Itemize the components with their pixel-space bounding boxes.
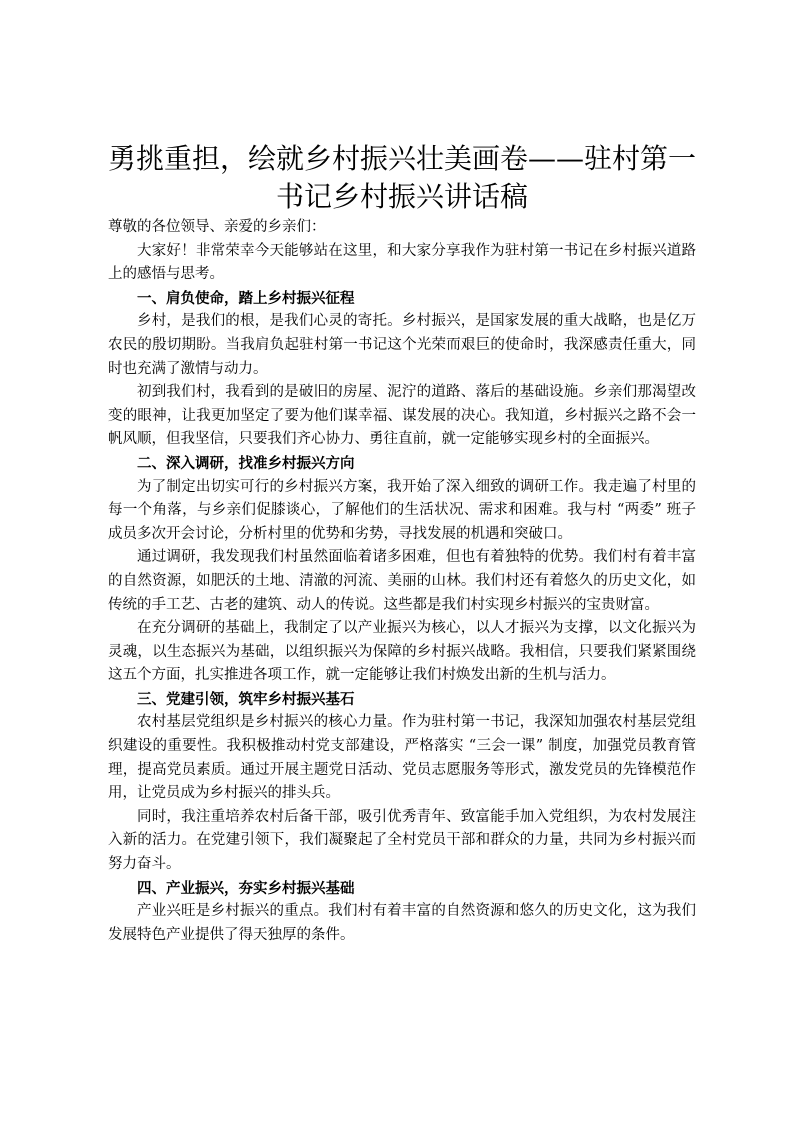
- section-heading-4: 四、产业振兴，夯实乡村振兴基础: [137, 879, 355, 897]
- paragraph: 农村基层党组织是乡村振兴的核心力量。作为驻村第一书记，我深知加强农村基层党组织建设的重要性。我积极推动村党支部建设，严格落实 “三会一课” 制度，加强党员教育管理，提高党员素质。通过开展主题党日活动、党员志愿服务等形式，激发党员的先锋模范作用，让党员成为乡村振兴的排头兵。: [108, 714, 696, 802]
- document-page: [108, 0, 696, 947]
- document-title: 勇挑重担，绘就乡村振兴壮美画卷——驻村第一书记乡村振兴讲话稿: [108, 142, 697, 213]
- paragraph: 乡村，是我们的根，是我们心灵的寄托。乡村振兴，是国家发展的重大战略，也是亿万农民的殷切期盼。当我肩负起驻村第一书记这个光荣而艰巨的使命时，我深感责任重大，同时也充满了激情与动力。: [108, 313, 696, 377]
- paragraph: 在充分调研的基础上，我制定了以产业振兴为核心，以人才振兴为支撑，以文化振兴为灵魂，以生态振兴为基础，以组织振兴为保障的乡村振兴战略。我相信，只要我们紧紧围绕这五个方面，扎实推进各项工作，就一定能够让我们村焕发出新的生机与活力。: [108, 620, 696, 684]
- document-body: [108, 216, 696, 947]
- section-heading-2: 二、深入调研，找准乡村振兴方向: [137, 454, 355, 472]
- paragraph: 同时，我注重培养农村后备干部，吸引优秀青年、致富能手加入党组织，为农村发展注入新的活力。在党建引领下，我们凝聚起了全村党员干部和群众的力量，共同为乡村振兴而努力奋斗。: [108, 808, 696, 873]
- section-heading-3: 三、党建引领，筑牢乡村振兴基石: [137, 690, 355, 708]
- salutation: 尊敬的各位领导、亲爱的乡亲们：: [108, 219, 326, 235]
- paragraph: 为了制定出切实可行的乡村振兴方案，我开始了深入细致的调研工作。我走遍了村里的每一个角落，与乡亲们促膝谈心，了解他们的生活状况、需求和困难。我与村 “两委” 班子成员多次开会讨论，分析村里的优势和劣势，寻找发展的机遇和突破口。: [108, 478, 696, 542]
- paragraph: 初到我们村，我看到的是破旧的房屋、泥泞的道路、落后的基础设施。乡亲们那渴望改变的眼神，让我更加坚定了要为他们谋幸福、谋发展的决心。我知道，乡村振兴之路不会一帆风顺，但我坚信，只要我们齐心协力、勇往直前，就一定能够实现乡村的全面振兴。: [108, 384, 696, 448]
- paragraph: 通过调研，我发现我们村虽然面临着诸多困难，但也有着独特的优势。我们村有着丰富的自然资源，如肥沃的土地、清澈的河流、美丽的山林。我们村还有着悠久的历史文化，如传统的手工艺、古老的建筑、动人的传说。这些都是我们村实现乡村振兴的宝贵财富。: [108, 549, 696, 613]
- section-heading-1: 一、肩负使命，踏上乡村振兴征程: [137, 289, 355, 307]
- intro-paragraph: 大家好！非常荣幸今天能够站在这里，和大家分享我作为驻村第一书记在乡村振兴道路上的感悟与思考。: [108, 242, 696, 283]
- paragraph: 产业兴旺是乡村振兴的重点。我们村有着丰富的自然资源和悠久的历史文化，这为我们发展特色产业提供了得天独厚的条件。: [108, 903, 696, 943]
